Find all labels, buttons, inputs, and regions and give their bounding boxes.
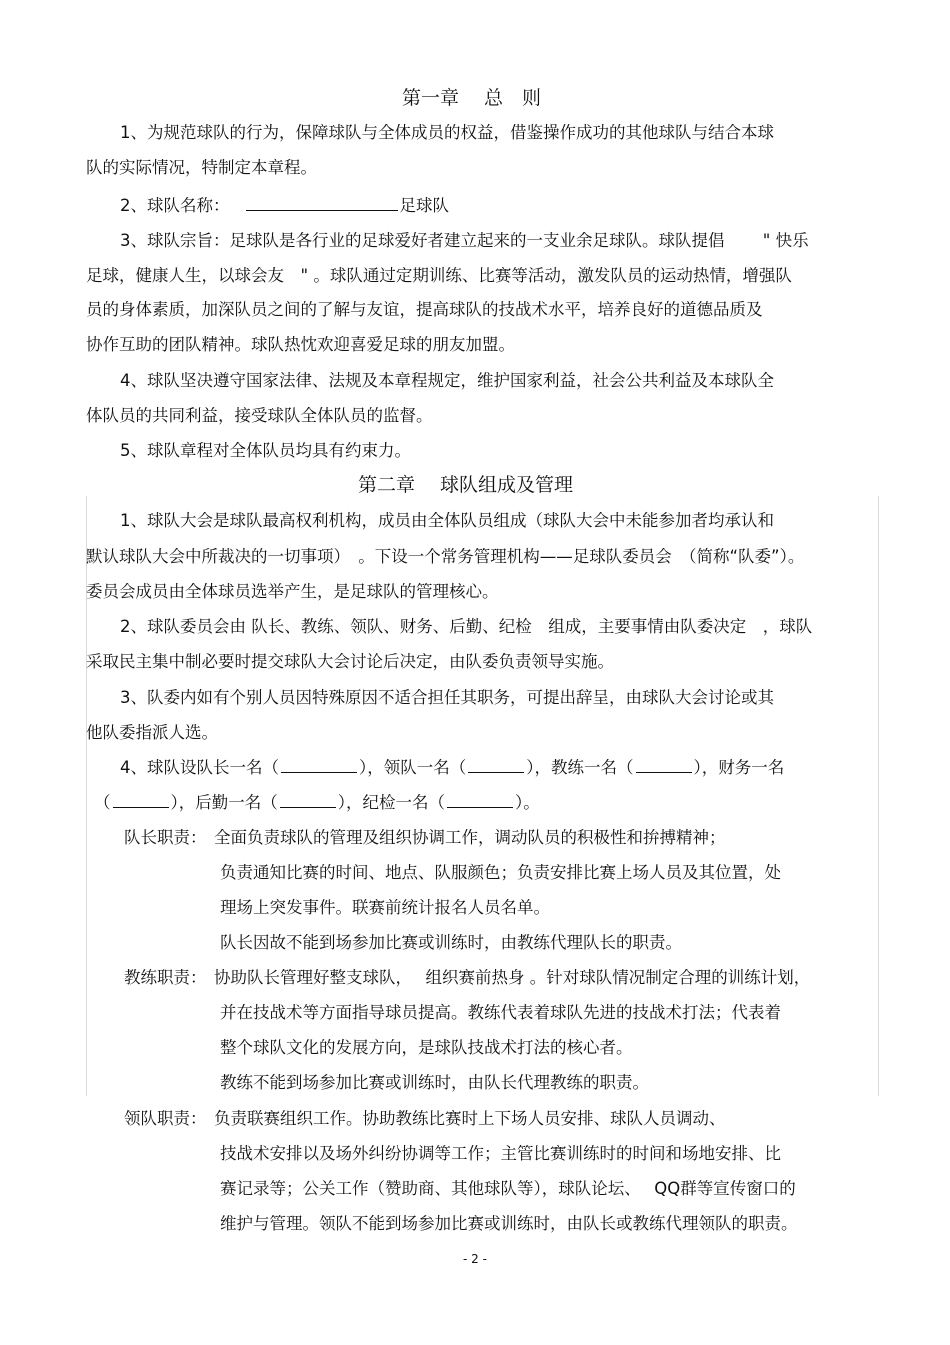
ch2-para4-line2 (94, 791, 540, 815)
ch1-para3-line2: 足球，健康人生，以球会友 " 。球队通过定期训练、比赛等活动，激发队员的运动热情，增强队 (86, 266, 792, 285)
leader-duty-line3: 赛记录等；公关工作（赞助商、其他球队等），球队论坛、 QQ群等宣传窗口的 (220, 1179, 796, 1198)
finance-blank (113, 791, 169, 808)
chapter2-title: 第二章 球队组成及管理 (358, 474, 574, 496)
coach-duty-line4: 教练不能到场参加比赛或训练时，由队长代理教练的职责。 (220, 1073, 649, 1092)
page-number: - 2 - (463, 1252, 487, 1266)
coach-duty-label: 教练职责： (124, 968, 207, 987)
ch2-para2-line1: 2、球队委员会由 队长、教练、领队、财务、后勤、纪检 组成，主要事情由队委决定 ，球队 (120, 617, 813, 636)
ch1-para3-line4: 协作互助的团队精神。球队热忱欢迎喜爱足球的朋友加盟。 (86, 335, 515, 354)
ch2-para1-line3: 委员会成员由全体球员选举产生，是足球队的管理核心。 (86, 582, 499, 601)
captain-duty-line3: 理场上突发事件。联赛前统计报名人员名单。 (220, 898, 550, 917)
ch2-para3-line2: 他队委指派人选。 (86, 723, 218, 742)
leader-blank (468, 756, 524, 773)
coach-duty-line2: 并在技战术等方面指导球员提高。教练代表着球队先进的技战术打法；代表着 (220, 1003, 781, 1022)
captain-duty-label: 队长职责： (124, 828, 207, 847)
coach-blank (636, 756, 692, 773)
ch2-para4-line1 (120, 756, 784, 780)
margin-rule-right (878, 496, 879, 1096)
ch2-para2-line2: 采取民主集中制必要时提交球队大会讨论后决定，由队委负责领导实施。 (86, 652, 614, 671)
captain-blank (281, 756, 357, 773)
coach-count-label: ），教练一名（ (526, 758, 634, 777)
coach-duty-line1: 协助队长管理好整支球队， 组织赛前热身 。针对球队情况制定合理的训练计划， (214, 968, 811, 987)
captain-duty-line1: 全面负责球队的管理及组织协调工作，调动队员的积极性和拚搏精神； (214, 828, 726, 847)
captain-duty-line4: 队长因故不能到场参加比赛或训练时，由教练代理队长的职责。 (220, 933, 682, 952)
captain-count-label: 4、球队设队长一名（ (120, 758, 279, 777)
team-name-blank (246, 194, 398, 211)
ch2-para1-line1: 1、球队大会是球队最高权利机构，成员由全体队员组成（球队大会中未能参加者均承认和 (120, 511, 774, 530)
leader-duty-line4: 维护与管理。领队不能到场参加比赛或训练时，由队长或教练代理领队的职责。 (220, 1214, 798, 1233)
chapter1-title: 第一章 总 则 (402, 87, 542, 109)
ch1-para2 (120, 194, 449, 218)
ch1-para3-line3: 员的身体素质，加深队员之间的了解与友谊，提高球队的技战术水平，培养良好的道德品质及 (86, 300, 763, 319)
ch2-para3-line1: 3、队委内如有个别人员因特殊原因不适合担任其职务，可提出辞呈，由球队大会讨论或其 (120, 688, 774, 707)
ch1-para1-line1: 1、为规范球队的行为，保障球队与全体成员的权益，借鉴操作成功的其他球队与结合本球 (120, 123, 774, 142)
team-name-suffix: 足球队 (399, 196, 449, 215)
ch1-para4-line1: 4、球队坚决遵守国家法律、法规及本章程规定，维护国家利益，社会公共利益及本球队全 (120, 371, 774, 390)
discipline-count-label: ），纪检一名（ (337, 793, 445, 812)
team-name-label: 2、球队名称： (120, 196, 230, 215)
ch1-para1-line2: 队的实际情况，特制定本章程。 (86, 158, 317, 177)
logistics-count-label: ），后勤一名（ (170, 793, 278, 812)
ch1-para4-line2: 体队员的共同利益，接受球队全体队员的监督。 (86, 406, 433, 425)
leader-duty-line2: 技战术安排以及场外纠纷协调等工作；主管比赛训练时的时间和场地安排、比 (220, 1144, 781, 1163)
logistics-blank (280, 791, 336, 808)
discipline-close: ）。 (515, 793, 540, 812)
finance-open: （ (94, 793, 111, 812)
finance-count-label: ），财务一名 (693, 758, 785, 777)
leader-duty-line1: 负责联赛组织工作。协助教练比赛时上下场人员安排、球队人员调动、 (214, 1109, 726, 1128)
leader-duty-label: 领队职责： (124, 1109, 207, 1128)
captain-duty-line2: 负责通知比赛的时间、地点、队服颜色；负责安排比赛上场人员及其位置，处 (220, 863, 781, 882)
ch1-para5: 5、球队章程对全体队员均具有约束力。 (120, 441, 411, 460)
leader-count-label: ），领队一名（ (359, 758, 467, 777)
discipline-blank (447, 791, 513, 808)
coach-duty-line3: 整个球队文化的发展方向，是球队技战术打法的核心者。 (220, 1038, 633, 1057)
ch2-para1-line2: 默认球队大会中所裁决的一切事项） 。下设一个常务管理机构——足球队委员会 （简称“队委”）。 (86, 547, 805, 566)
ch1-para3-line1: 3、球队宗旨：足球队是各行业的足球爱好者建立起来的一支业余足球队。球队提倡 " 快乐 (120, 231, 809, 250)
